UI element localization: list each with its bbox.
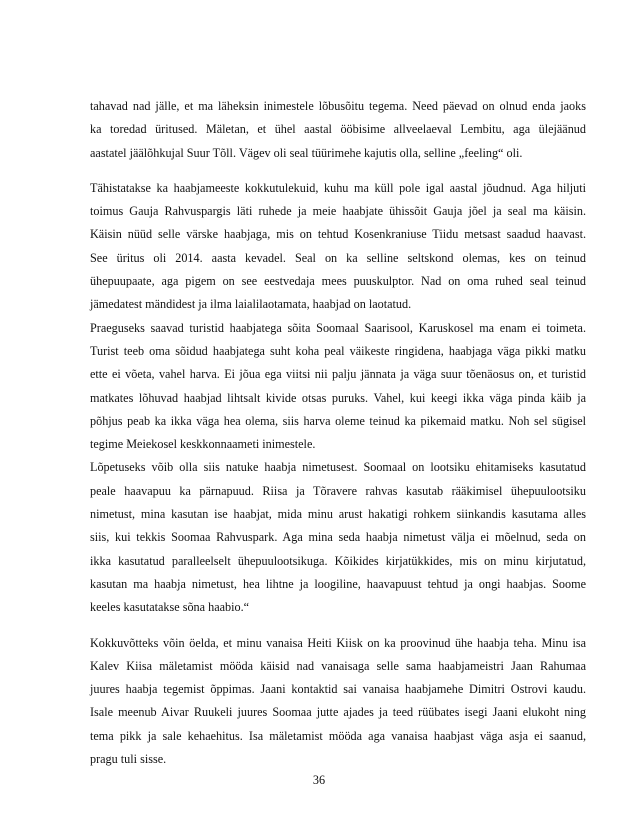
paragraph-gap: [90, 620, 586, 632]
text-line: Käisin nüüd selle värske haabjaga, mis on tehtud Kosenkraniuse Tiidu metsast saadud haavast.: [90, 227, 586, 242]
text-line: juures haabja tegemist õppimas. Jaani kontaktid sai vanaisa haabjamehe Dimitri Ostrovi kaudu.: [90, 682, 586, 697]
text-line: Tähistatakse ka haabjameeste kokkutulekuid, kuhu ma küll pole igal aastal jõudnud. Aga hiljuti: [90, 180, 586, 195]
text-line: ka toredad üritused. Mäletan, et ühel aastal ööbisime allveelaeval Lembitu, aga ülejäänud: [90, 122, 586, 137]
paragraph-4: [90, 456, 586, 619]
text-line: Kokkuvõtteks võin öelda, et minu vanaisa Heiti Kiisk on ka proovinud ühe haabja teha. Minu isa: [90, 635, 586, 650]
text-line: kasutan ma haabja nimetust, hea lihtne ja loogiline, haavapuust tehtud ja ongi haabjas. Soome: [90, 576, 586, 591]
text-line: Kalev Kiisa mäletamist mööda käisid nad vanaisaga selle sama haabjameistri Jaan Rahumaa: [90, 658, 586, 673]
text-line: siis, kui tekkis Soomaa Rahvuspark. Aga mina seda haabja nimetust välja ei mõelnud, seda on: [90, 530, 586, 545]
paragraph-5: [90, 632, 586, 772]
text-line: peale haavapuu ka pärnapuud. Riisa ja Tõravere rahvas kasutab rääkimisel ühepuulootsiku: [90, 483, 586, 498]
text-line: Turist teeb oma sõidud haabjatega suht koha peal väikeste ringidena, haabjaga väga pikki matku: [90, 343, 586, 358]
paragraph-2: [90, 177, 586, 317]
text-line: ühepuupaate, aga pigem on see eestvedaja mees puuskulptor. Nad on oma ruhed seal teinud: [90, 274, 586, 289]
text-line: tegime Meiekosel keskkonnaameti inimestele.: [90, 437, 316, 452]
paragraph-gap: [90, 165, 586, 177]
text-line: ette ei võeta, vahel harva. Ei jõua ega viitsi nii palju jännata ja väga suur tõenäosus on, et turistid: [90, 367, 586, 382]
text-line: tahavad nad jälle, et ma läheksin inimestele lõbusõitu tegema. Need päevad on olnud enda jaoks: [90, 99, 586, 113]
text-line: Isale meenub Aivar Ruukeli juures Soomaa jutte ajades ja teed rüübates isegi Jaani elukoht ning: [90, 705, 586, 720]
text-line: ikka kasutatud paralleelselt ühepuulootsikuga. Kõikides kirjatükkides, mis on minu kirjutatud,: [90, 553, 586, 568]
paragraph-1: [90, 95, 586, 165]
text-line: Lõpetuseks võib olla siis natuke haabja nimetusest. Soomaal on lootsiku ehitamiseks kasutatud: [90, 460, 586, 475]
text-line: pragu tuli sisse.: [90, 752, 167, 767]
page-number: 36: [312, 773, 326, 787]
text-line: nimetust, mina kasutan ise haabjat, mida minu arust hakatigi rohkem siinkandis kasutama alles: [90, 507, 586, 522]
text-line: aastatel jäälõhkujal Suur Tõll. Vägev oli seal tüürimehe kajutis olla, selline „feeling“ oli.: [90, 145, 523, 160]
text-line: keeles kasutatakse sõna haabio.“: [90, 600, 250, 615]
text-line: See üritus oli 2014. aasta kevadel. Seal on ka selline seltskond olemas, kes on teinud: [90, 250, 586, 265]
body-text: [90, 95, 586, 771]
paragraph-3: [90, 317, 586, 457]
text-line: toimus Gauja Rahvuspargis läti ruhede ja meie haabjate ühissõit Gauja jõel ja seal ma käisin.: [90, 204, 586, 219]
text-line: Praeguseks saavad turistid haabjatega sõita Soomaal Saarisool, Karuskosel ma enam ei toimeta.: [90, 320, 586, 335]
text-line: põhjus peab ka ikka väga hea olema, siis harva oleme teinud ka pikemaid matku. Noh sel sügisel: [90, 413, 586, 428]
text-line: tema pikk ja sale kehaehitus. Isa mäletamist mööda aga vanaisa haabjast väga asja ei saanud,: [90, 728, 586, 743]
text-line: jämedatest mändidest ja ilma laialilaotamata, haabjad on laotatud.: [90, 297, 412, 312]
text-line: matkates lõhuvad haabjad lihtsalt kivide otsas puruks. Vahel, kui keegi ikka väga pinda käib ja: [90, 390, 586, 405]
